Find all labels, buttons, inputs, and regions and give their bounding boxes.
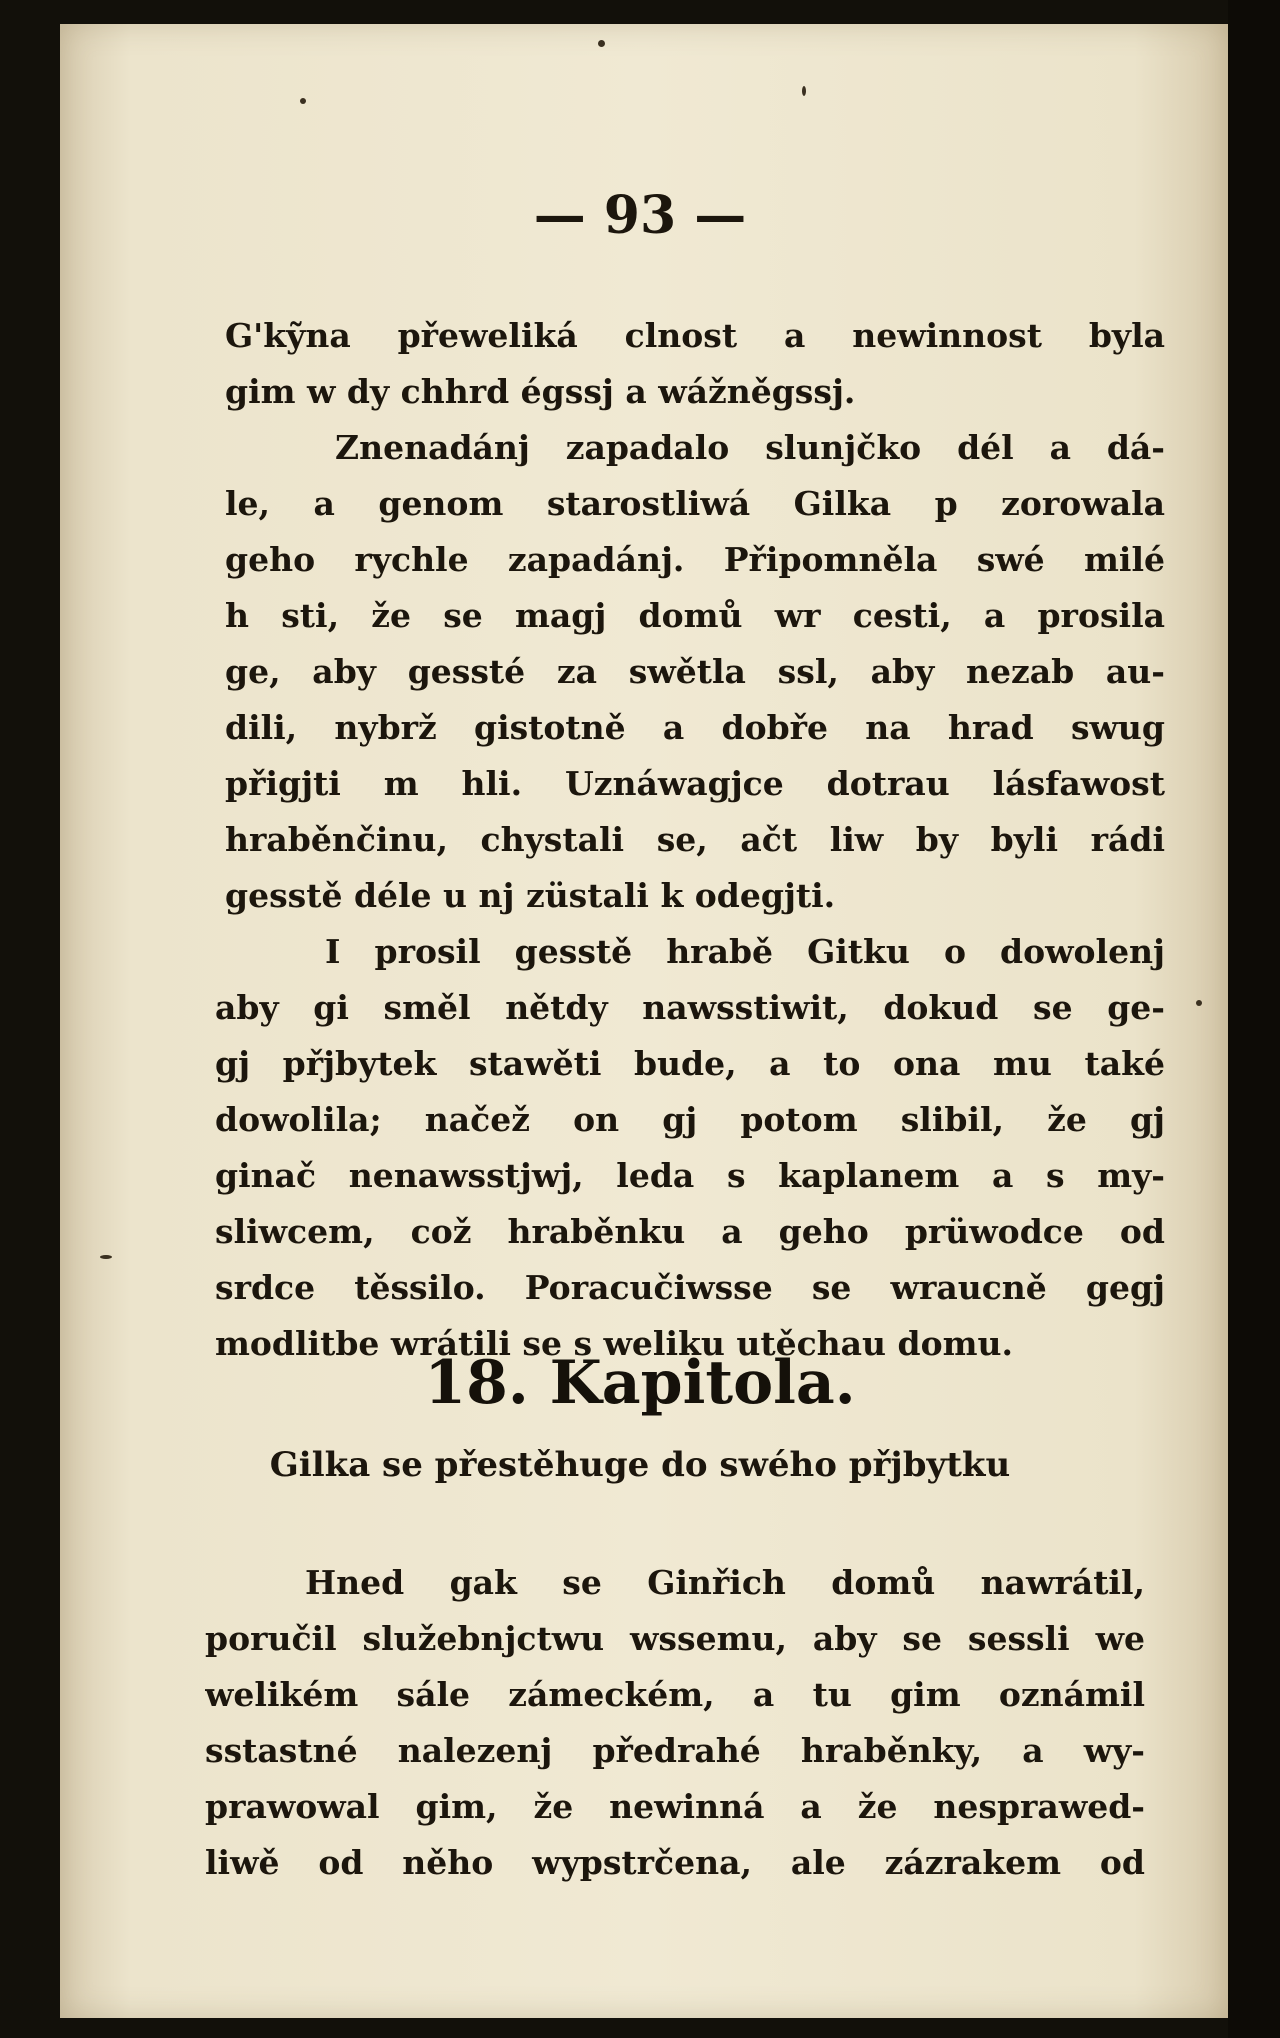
ink-speck <box>100 1255 112 1259</box>
text-line: ginač nenawsstjwj, leda s kaplanem a s my- <box>215 1156 1165 1195</box>
text-line: G'kỹna přeweliká clnost a newinnost byla <box>225 316 1165 355</box>
ink-speck <box>1196 1000 1202 1006</box>
text-line: aby gi směl nětdy nawsstiwit, dokud se ge- <box>215 988 1165 1027</box>
text-line: Hned gak se Ginřich domů nawrátil, <box>305 1563 1145 1602</box>
chapter-title: 18. Kapitola. <box>424 1348 856 1418</box>
text-line: h sti, že se magj domů wr cesti, a prosila <box>225 596 1165 635</box>
text-line: dili, nybrž gistotně a dobře na hrad swug <box>225 708 1165 747</box>
paragraph-2 <box>215 924 1165 1372</box>
text-line: gim w dy chhrd égssj a wážněgssj. <box>225 372 856 411</box>
paragraph-3 <box>205 1555 1145 1891</box>
text-line: srdce těssilo. Poracučiwsse se wraucně gegj <box>215 1268 1165 1307</box>
text-line: prawowal gim, že newinná a že nesprawed- <box>205 1787 1145 1826</box>
page-edge-shadow <box>1228 0 1280 2038</box>
paragraph-1 <box>225 308 1165 924</box>
text-line: poručil služebnjctwu wssemu, aby se sessli we <box>205 1619 1145 1658</box>
ink-speck <box>598 40 605 47</box>
text-line: dowolila; načež on gj potom slibil, že gj <box>215 1100 1165 1139</box>
text-line: welikém sále zámeckém, a tu gim oznámil <box>205 1675 1145 1714</box>
text-line: sstastné nalezenj předrahé hraběnky, a wy- <box>205 1731 1145 1770</box>
text-line: přigjti m hli. Uznáwagjce dotrau lásfawost <box>225 764 1165 803</box>
text-line: ge, aby gessté za swětla ssl, aby nezab au- <box>225 652 1165 691</box>
text-line: hraběnčinu, chystali se, ačt liw by byli rádi <box>225 820 1165 859</box>
page-number-header: — 93 — <box>533 185 747 246</box>
text-line: gj přjbytek stawěti bude, a to ona mu také <box>215 1044 1165 1083</box>
text-line: I prosil gesstě hrabě Gitku o dowolenj <box>325 932 1165 971</box>
ink-speck <box>300 98 306 104</box>
chapter-subtitle: Gilka se přestěhuge do swého přjbytku <box>269 1445 1011 1485</box>
text-line: modlitbe wrátili se s weliku utěchau domu. <box>215 1324 1014 1363</box>
text-line: geho rychle zapadánj. Připomněla swé milé <box>225 540 1165 579</box>
text-line: liwě od něho wypstrčena, ale zázrakem od <box>205 1843 1145 1882</box>
text-line: le, a genom starostliwá Gilka p zorowala <box>225 484 1165 523</box>
ink-speck <box>802 86 806 96</box>
text-line: gesstě déle u nj züstali k odegjti. <box>225 876 836 915</box>
text-line: Znenadánj zapadalo slunjčko dél a dá- <box>335 428 1165 467</box>
text-line: sliwcem, což hraběnku a geho prüwodce od <box>215 1212 1165 1251</box>
